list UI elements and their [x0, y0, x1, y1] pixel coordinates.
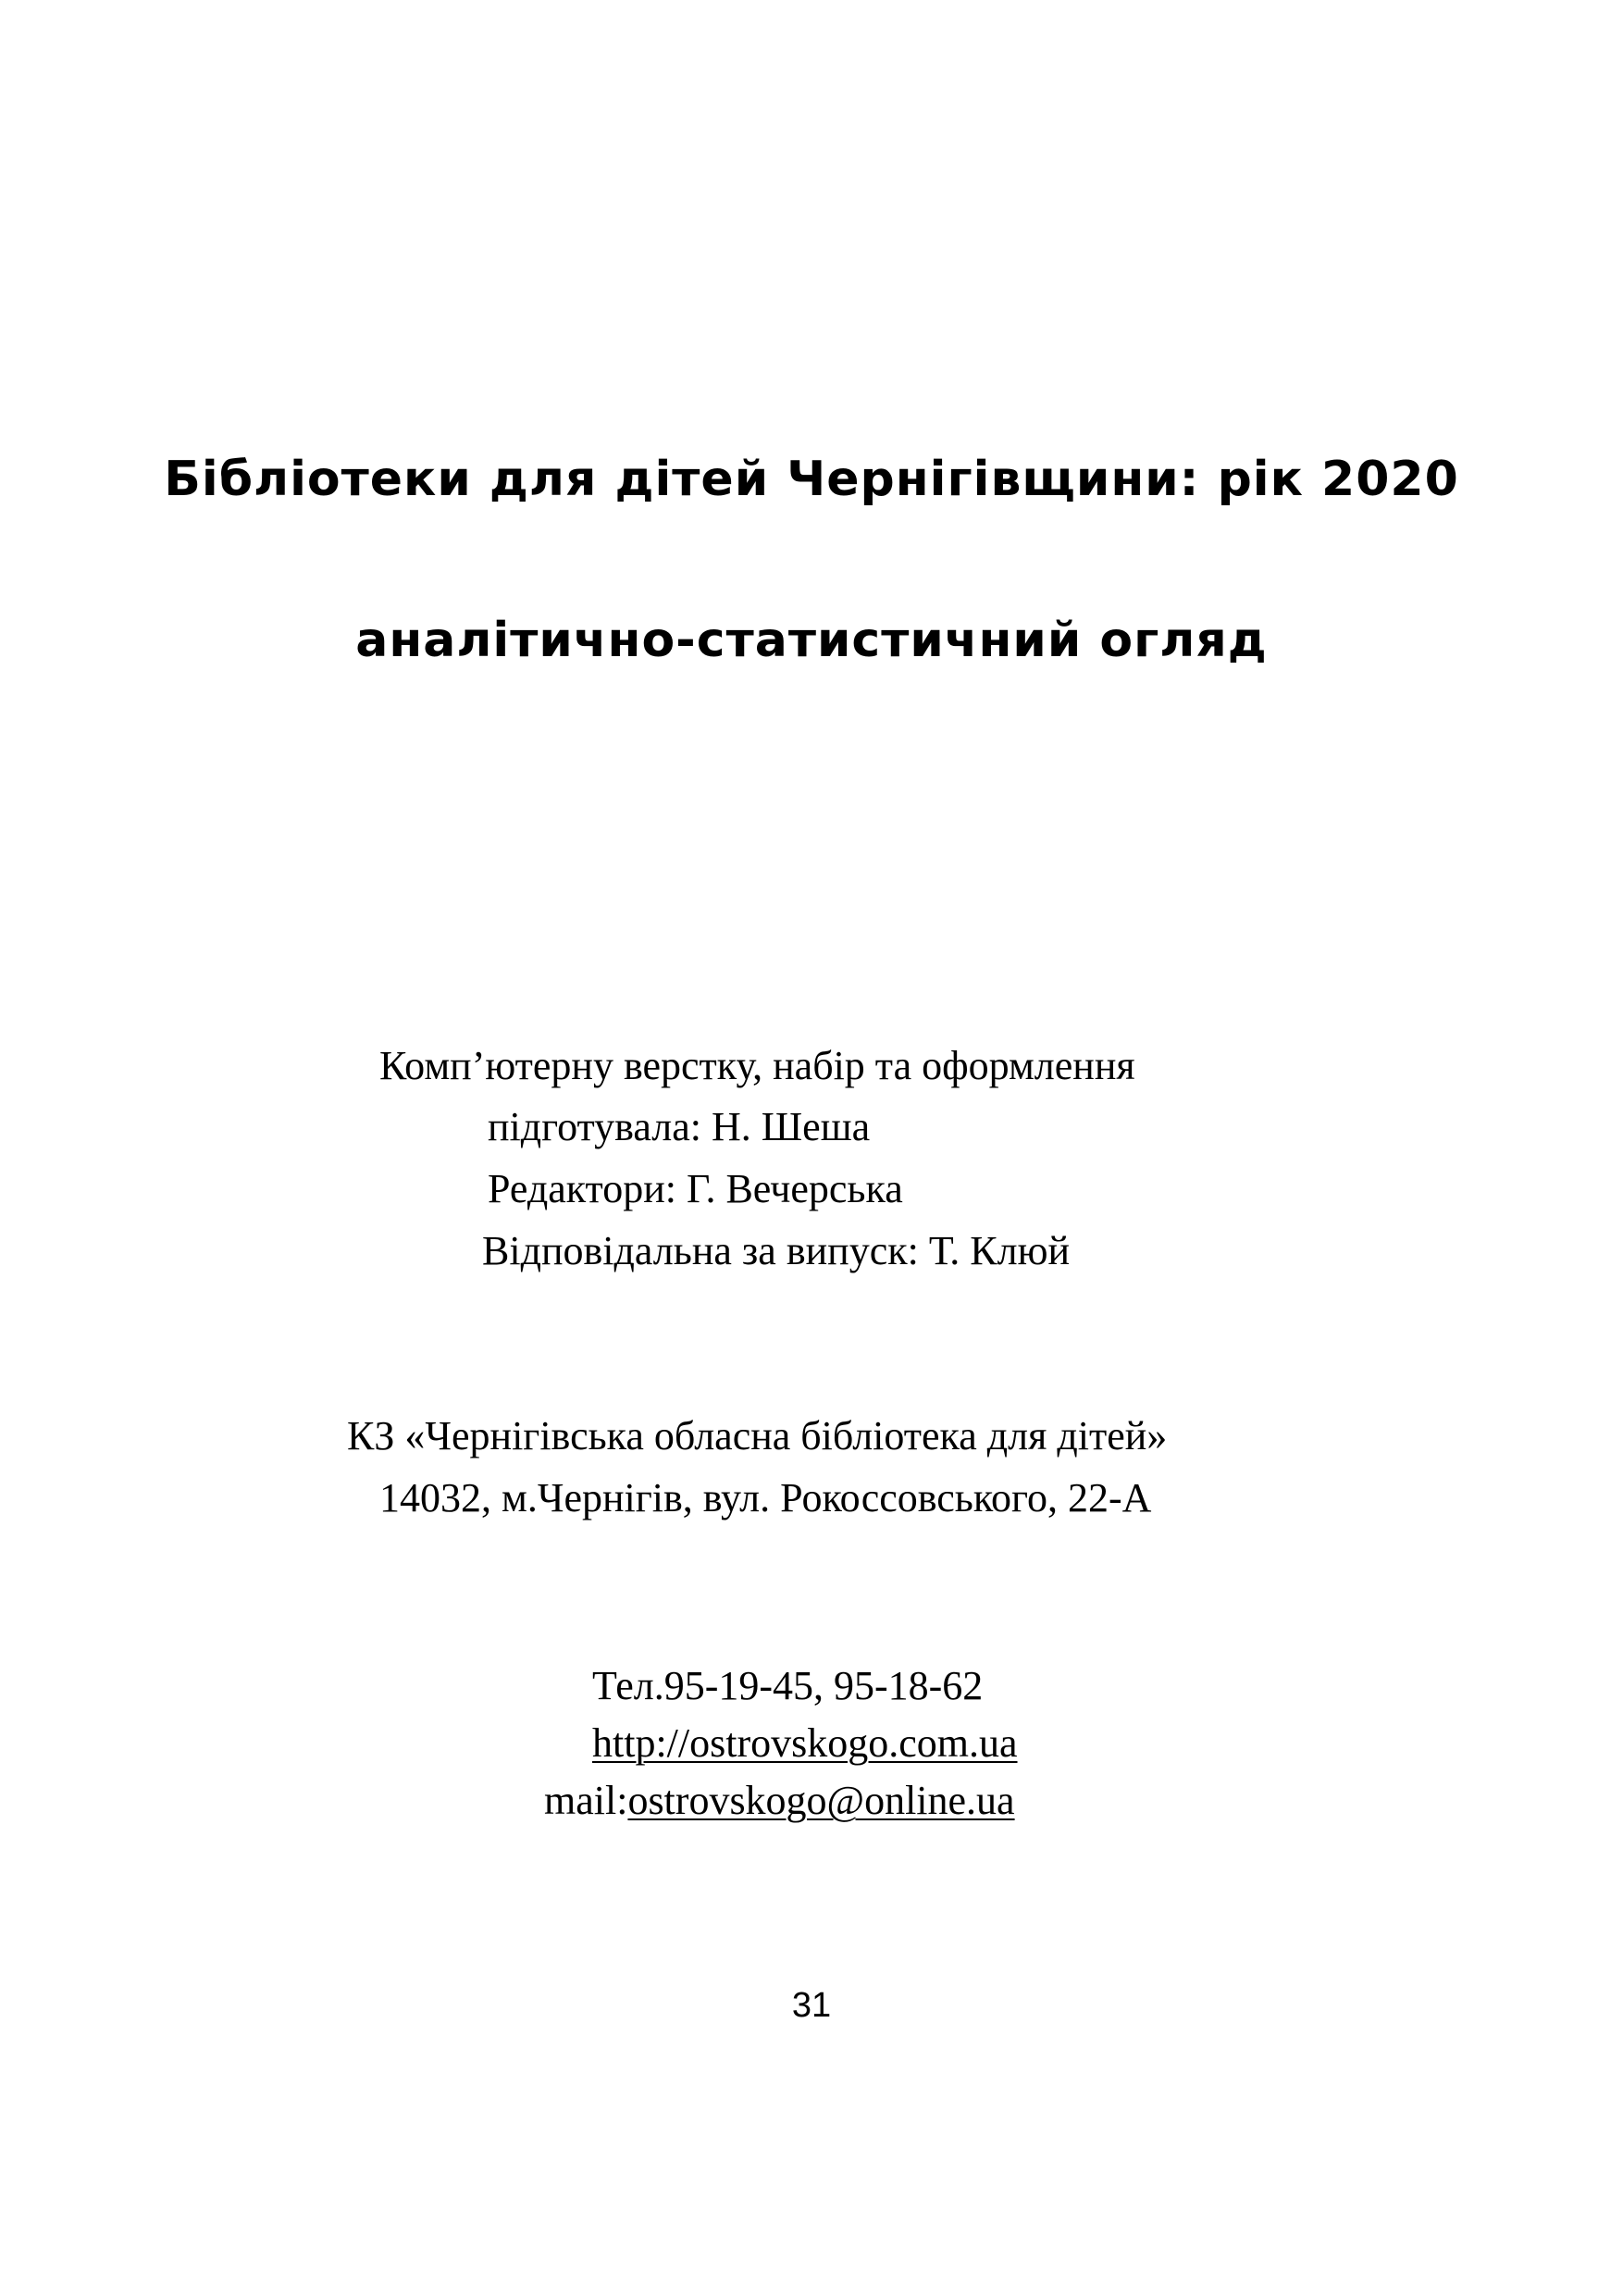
email-link[interactable]: ostrovskogo@online.ua	[627, 1778, 1015, 1823]
contact-website-line	[592, 1720, 1018, 1766]
credits-editors: Редактори: Г. Вечерська	[488, 1166, 903, 1211]
organization-address: 14032, м.Чернігів, вул. Рокоссовського, 22-А	[379, 1475, 1152, 1520]
organization-name: КЗ «Чернігівська обласна бібліотека для дітей»	[347, 1413, 1168, 1458]
credits-layout-line: Комп’ютерну верстку, набір та оформлення	[379, 1043, 1135, 1088]
contact-phone: Тел.95-19-45, 95-18-62	[592, 1663, 984, 1708]
page-number: 31	[791, 1986, 832, 2025]
document-title: Бібліотеки для дітей Чернігівщини: рік 2020	[164, 452, 1459, 507]
credits-prepared-by: підготувала: Н. Шеша	[488, 1104, 871, 1149]
contact-email-line	[544, 1778, 1015, 1823]
credits-responsible: Відповідальна за випуск: Т. Клюй	[482, 1228, 1071, 1273]
document-subtitle: аналітично-статистичний огляд	[355, 613, 1268, 668]
website-link[interactable]: http://ostrovskogo.com.ua	[592, 1720, 1018, 1766]
email-prefix: mail:	[544, 1778, 628, 1823]
